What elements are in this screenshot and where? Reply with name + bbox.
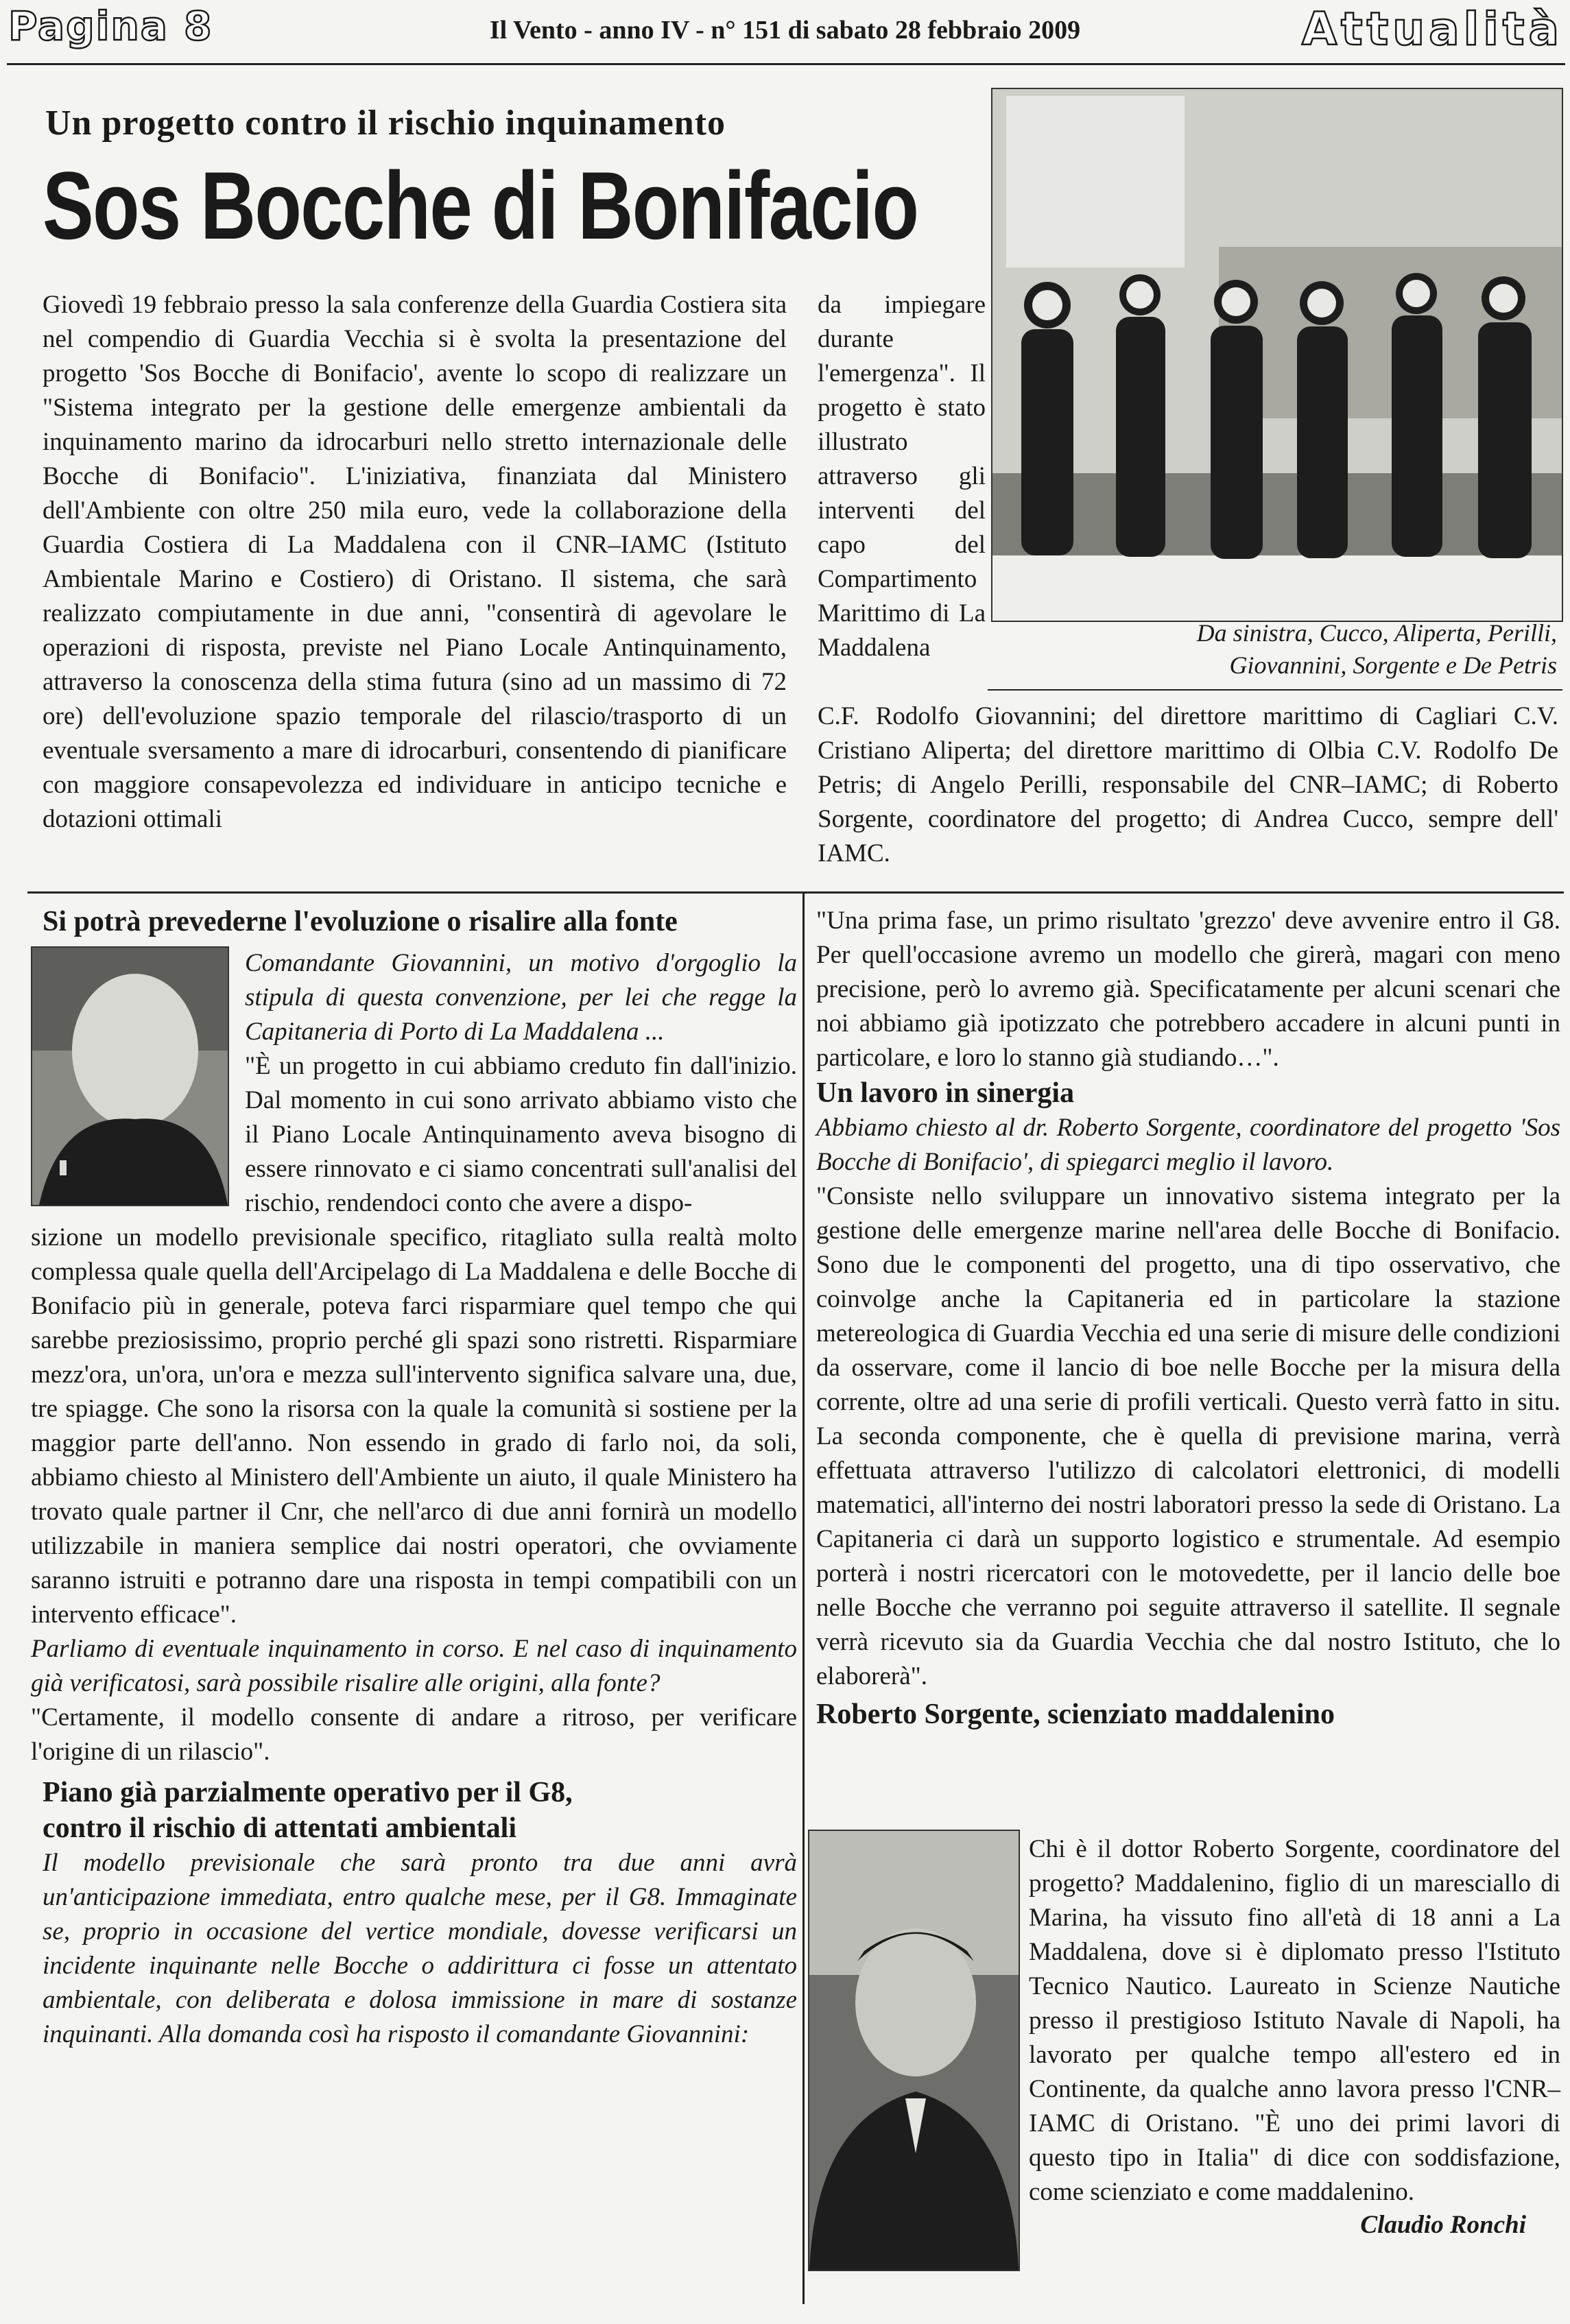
- g8-answer: "Una prima fase, un primo risultato 'grezzo' deve avvenire entro il G8. Per quell'occasione avremo un modello che girerà, magari con meno precisione, però lo avremo già. Specificatamente per alcuni scenari che noi abbiamo già ipotizzato che potrebbero accadere in alcuni punti in particolare, e loro lo stanno già studiando…".: [816, 907, 1560, 1072]
- lead-text: Giovedì 19 febbraio presso la sala conferenze della Guardia Costiera sita nel compendio di Guardia Vecchia si è svolta la presentazione del progetto 'Sos Bocche di Bonifacio', avente lo scopo di realizzare un "Sistema integrato per la gestione delle emergenze ambientali da inquinamento marino da idrocarburi nello stretto internazionale delle Bocche di Bonifacio". L'iniziativa, finanziata dal Ministero dell'Ambiente con oltre 250 mila euro, vede la collaborazione della Guardia Costiera di La Maddalena con il CNR–IAMC (Istituto Ambientale Marino e Costiero) di Oristano. Il sistema, che sarà realizzato compiutamente in due anni, "consentirà di agevolare le operazioni di risposta, previste nel Piano Locale Antinquinamento, attraverso la conoscenza della stima futura (sino ad un massimo di 72 ore) dell'evoluzione spazio temporale del rilascio/trasporto di un eventuale sversamento a mare di idrocarburi, consentendo di pianificare con maggiore consapevolezza ed individuare in anticipo tecniche e dotazioni ottimali: [43, 291, 787, 833]
- synergy-body: "Consiste nello sviluppare un innovativo sistema integrato per la gestione delle emergenze marine nell'area delle Bocche di Bonifacio. Sono due le componenti del progetto, una di tipo osservativo, che coinvolge anche la Capitaneria ed in particolare la stazione metereologica di Guardia Vecchia ed una serie di misure delle condizioni da osservare, come il lancio di boe nelle Bocche per la misura della corrente, oltre ad una serie di profili verticali. Questo verrà fatto in situ. La seconda componente, che è quella di previsione marina, verrà effettuata attraverso l'utilizzo di calcolatori elettronici, di modelli matematici, all'interno dei nostri laboratori presso la sede di Oristano. La Capitaneria ci darà un supporto logistico e strumentale. Ad esempio porterà i nostri ricercatori con le motovedette, per il lancio delle boe nelle Bocche che verranno poi seguite attraverso il satellite. Il segnale verrà ricevuto sia da Guardia Vecchia che dal nostro Istituto, che lo elaborerà".: [816, 1182, 1560, 1690]
- header-divider: [7, 63, 1565, 65]
- g8-intro: Il modello previsionale che sarà pronto tra due anni avrà un'anticipazione immediata, entro qualche mese, per il G8. Immaginate se, proprio in occasione del vertice mondiale, dovesse verificarsi un incidente inquinante nelle Bocche o addirittura ci fosse un attentato ambientale, con deliberata e dolosa immissione in mare di sostanze inquinanti. Alla domanda così ha risposto il comandante Giovannini:: [43, 1849, 797, 2048]
- article-headline: Sos Bocche di Bonifacio: [43, 152, 918, 259]
- lead-continuation-narrow: da impiegare durante l'emergenza". Il progetto è stato illustrato attraverso gli interventi del capo del Compartimento Marittimo di La Maddalena: [818, 291, 986, 662]
- answer-2: "Certamente, il modello consente di andare a ritroso, per verificare l'origine di un rilascio".: [31, 1703, 797, 1766]
- section-label: Attualità: [1301, 3, 1563, 56]
- article-signature: Claudio Ronchi: [1360, 2211, 1526, 2239]
- g8-heading-line-1: Piano già parzialmente operativo per il G8,: [43, 1777, 573, 1808]
- g8-heading-line-2: contro il rischio di attentati ambientali: [43, 1812, 517, 1844]
- group-photo-image: [992, 89, 1562, 621]
- sorgente-portrait-image: [809, 1831, 1019, 2270]
- profile-heading: Roberto Sorgente, scienziato maddalenino: [816, 1699, 1335, 1730]
- interview-column-left: [31, 946, 797, 2052]
- lead-continuation-wide: C.F. Rodolfo Giovannini; del direttore marittimo di Cagliari C.V. Cristiano Aliperta; del direttore marittimo di Olbia C.V. Rodolfo De Petris; di Angelo Perilli, responsabile del CNR–IAMC; di Roberto Sorgente, coordinatore del progetto; di Andrea Cucco, sempre dell' IAMC.: [818, 702, 1558, 867]
- column-divider: [802, 891, 805, 2304]
- interview-heading: Si potrà prevederne l'evoluzione o risalire alla fonte: [43, 906, 678, 937]
- answer-1-wide: sizione un modello previsionale specifico, ritagliato sulla realtà molto complessa quale quella dell'Arcipelago di La Maddalena e delle Bocche di Bonifacio più in generale, poteva farci risparmiare quel tempo che qui sarebbe preziosissimo, proprio perché gli spazi sono ristretti. Risparmiare mezz'ora, un'ora, un'ora e mezza sull'intervento significa salvare una, due, tre spiagge. Che sono la risorsa con la quale la comunità si sostiene per la maggior parte dell'anno. Non essendo in grado di farlo noi, da soli, abbiamo chiesto al Ministero dell'Ambiente un aiuto, il quale Ministero ha trovato quale partner il Cnr, che nell'arco di due anni fornirà un modello utilizzabile in maniera semplice dai nostri operatori, che ovviamente saranno istruiti e potranno dare una risposta in tempi compatibili con un intervento efficace".: [31, 1223, 797, 1629]
- right-column: [816, 904, 1560, 1732]
- profile-column: [1029, 1832, 1560, 2242]
- section-divider: [27, 891, 1564, 894]
- issue-line: Il Vento - anno IV - n° 151 di sabato 28 febbraio 2009: [489, 16, 1081, 45]
- photo-caption: Da sinistra, Cucco, Aliperta, Perilli, Giovannini, Sorgente e De Petris: [1196, 619, 1557, 679]
- caption-divider: [988, 689, 1562, 691]
- profile-text: Chi è il dottor Roberto Sorgente, coordinatore del progetto? Maddalenino, figlio di un maresciallo di Marina, ha vissuto fino all'età di 18 anni a La Maddalena, dove si è diplomato presso l'Istituto Tecnico Nautico. Laureato in Scienze Nautiche presso il prestigioso Istituto Navale di Napoli, ha lavorato per qualche tempo all'estero ed in Continente, da qualche anno lavora presso l'CNR–IAMC di Oristano. "È uno dei primi lavori di questo tipo in Italia" di dice con soddisfazione, come scienziato e come maddalenino.: [1029, 1835, 1560, 2206]
- question-1: Comandante Giovannini, un motivo d'orgoglio la stipula di questa convenzione, per lei che regge la Capitaneria di Porto di La Maddalena ...: [245, 949, 797, 1046]
- page-number-label: Pagina 8: [8, 3, 213, 49]
- synergy-heading: Un lavoro in sinergia: [816, 1077, 1075, 1109]
- group-photo: [991, 88, 1563, 622]
- question-2: Parliamo di eventuale inquinamento in corso. E nel caso di inquinamento già verificatosi, sarà possibile risalire alle origini, alla fonte?: [31, 1635, 797, 1697]
- sorgente-portrait: [808, 1830, 1020, 2271]
- answer-1-narrow: "È un progetto in cui abbiamo creduto fin dall'inizio. Dal momento in cui sono arrivato abbiamo visto che il Piano Locale Antinquinamento aveva bisogno di essere rinnovato e ci siamo concentrati sull'analisi del rischio, rendendoci conto che avere a dispo-: [245, 1052, 797, 1217]
- synergy-intro: Abbiamo chiesto al dr. Roberto Sorgente, coordinatore del progetto 'Sos Bocche di Bonifacio', di spiegarci meglio il lavoro.: [816, 1114, 1560, 1176]
- article-kicker: Un progetto contro il rischio inquinamento: [45, 104, 726, 143]
